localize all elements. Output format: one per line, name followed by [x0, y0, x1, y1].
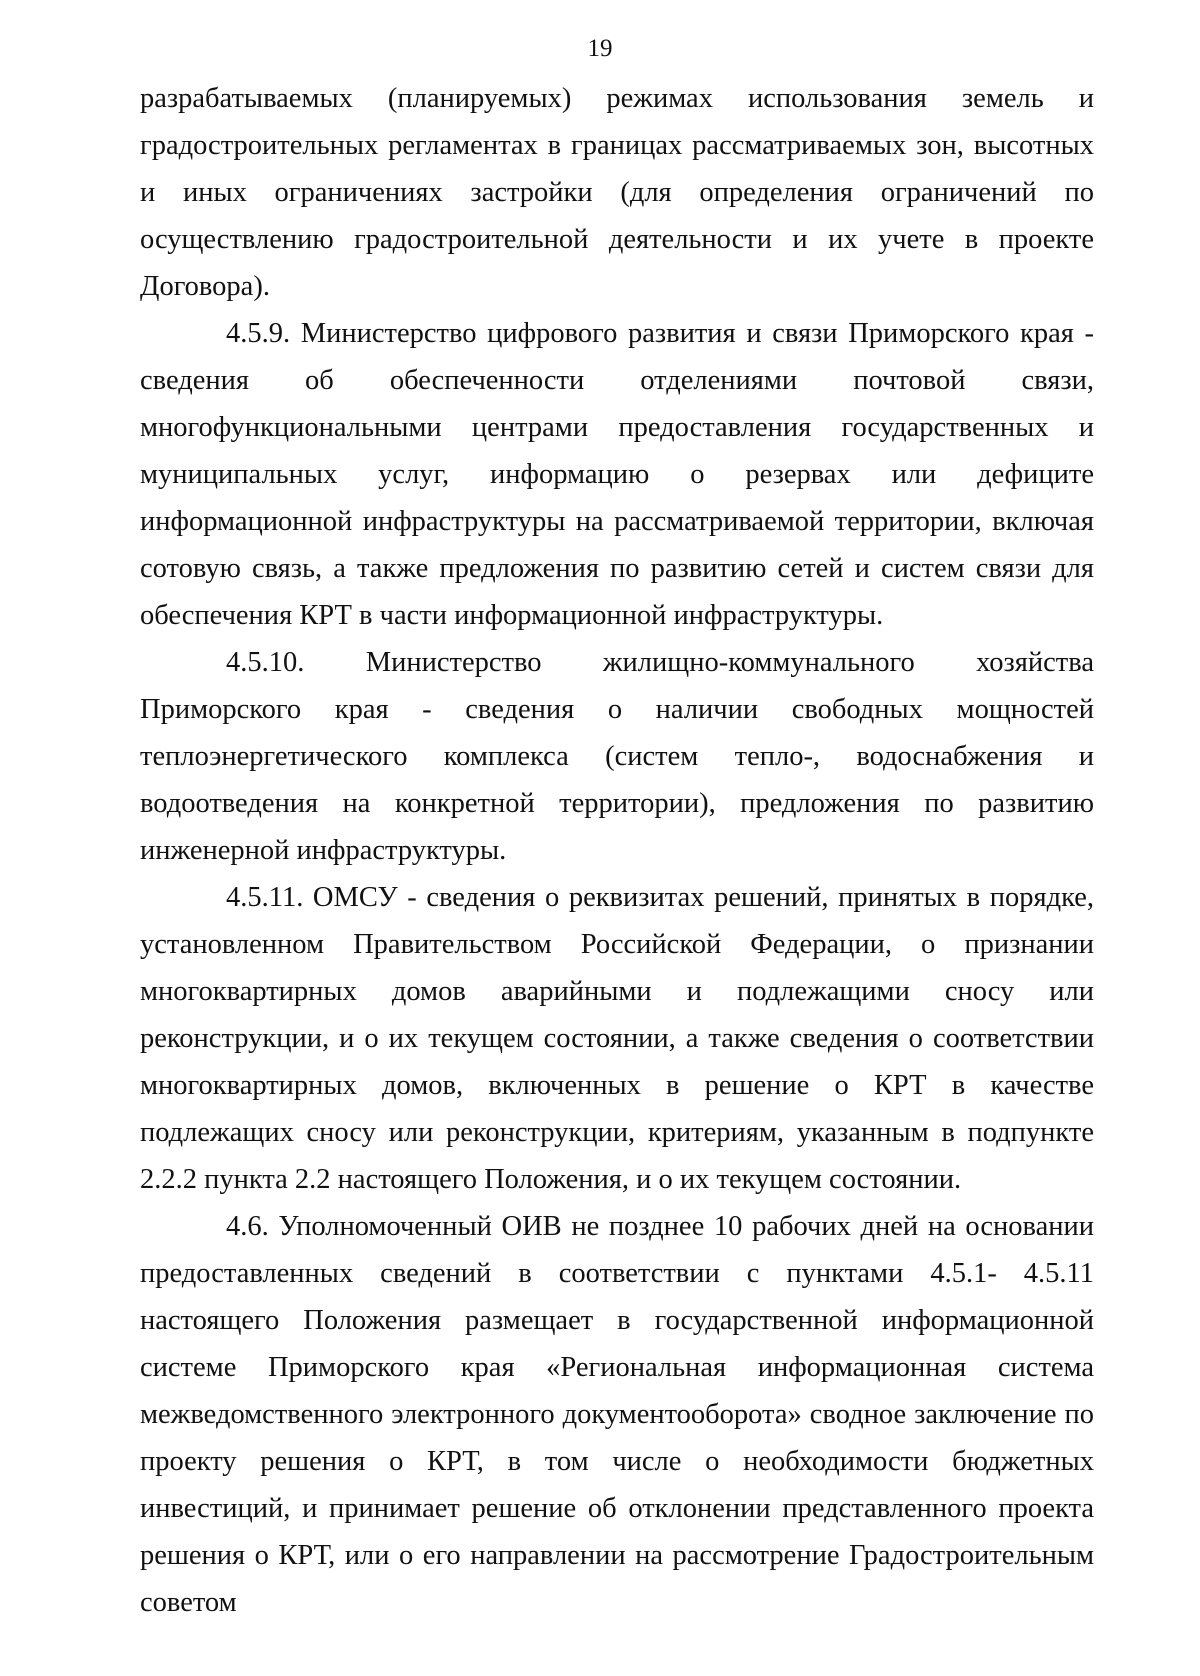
paragraph-4-5-9: 4.5.9. Министерство цифрового развития и связи Приморского края - сведения об обеспеченности отделениями почтовой связи, многофункциональными центрами предоставления государственных и муниципальных услуг, информацию о резервах или дефиците информационной инфраструктуры на рассматриваемой территории, включая сотовую связь, а также предложения по развитию сетей и систем связи для обеспечения КРТ в части информационной инфраструктуры. [140, 318, 1094, 631]
paragraph-4-5-11: 4.5.11. ОМСУ - сведения о реквизитах решений, принятых в порядке, установленном Правительством Российской Федерации, о признании многоквартирных домов аварийными и подлежащими сносу или реконструкции, и о их текущем состоянии, а также сведения о соответствии многоквартирных домов, включенных в решение о КРТ в качестве подлежащих сносу или реконструкции, критериям, указанным в подпункте 2.2.2 пункта 2.2 настоящего Положения, и о их текущем состоянии. [140, 882, 1094, 1195]
document-body [140, 75, 1094, 1626]
page-number: 19 [587, 35, 613, 62]
paragraph-4-5-10: 4.5.10. Министерство жилищно-коммунального хозяйства Приморского края - сведения о наличии свободных мощностей теплоэнергетического комплекса (систем тепло-, водоснабжения и водоотведения на конкретной территории), предложения по развитию инженерной инфраструктуры. [140, 647, 1094, 866]
paragraph-continuation: разрабатываемых (планируемых) режимах использования земель и градостроительных регламентах в границах рассматриваемых зон, высотных и иных ограничениях застройки (для определения ограничений по осуществлению градостроительной деятельности и их учете в проекте Договора). [140, 83, 1094, 302]
paragraph-4-6: 4.6. Уполномоченный ОИВ не позднее 10 рабочих дней на основании предоставленных сведений в соответствии с пунктами 4.5.1- 4.5.11 настоящего Положения размещает в государственной информационной системе Приморского края «Региональная информационная система межведомственного электронного документооборота» сводное заключение по проекту решения о КРТ, в том числе о необходимости бюджетных инвестиций, и принимает решение об отклонении представленного проекта решения о КРТ, или о его направлении на рассмотрение Градостроительным советом [140, 1211, 1094, 1618]
